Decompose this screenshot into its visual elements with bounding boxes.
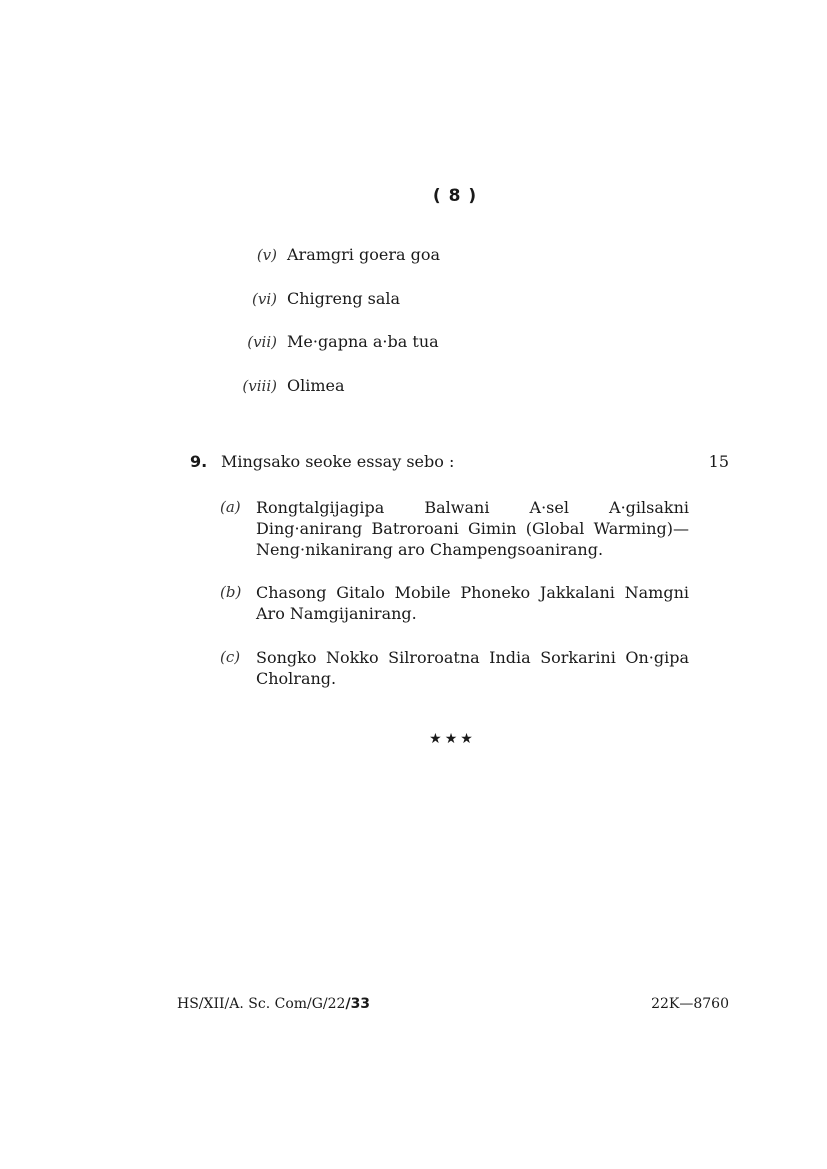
item-text: Chigreng sala [287, 289, 401, 308]
option-text [256, 582, 689, 624]
option-line: Songko Nokko Silroroatna India Sorkarini On·gipa [256, 648, 689, 667]
item-number: (vi) [252, 290, 277, 308]
option-line: Aro Namgijanirang. [256, 604, 417, 623]
serial-number: 22K—8760 [651, 996, 729, 1012]
option-line: Rongtalgijagipa Balwani A·sel A·gilsakni [256, 498, 689, 517]
item-number: (viii) [242, 377, 277, 395]
item-text: Aramgri goera goa [287, 245, 441, 264]
option-line: Neng·nikanirang aro Champengsoanirang. [256, 540, 604, 559]
paper-code-suffix: /33 [345, 996, 371, 1012]
option-label: (a) [220, 498, 241, 516]
option-label: (c) [220, 648, 241, 666]
option-line: Ding·anirang Batroroani Gimin (Global Warming)— [256, 519, 689, 538]
list-item [0, 331, 827, 353]
item-text: Me·gapna a·ba tua [287, 332, 439, 351]
item-number: (v) [256, 246, 277, 264]
paper-code-prefix: HS/XII/A. Sc. Com/G/22 [177, 996, 346, 1012]
question-text: Mingsako seoke essay sebo : [221, 452, 455, 471]
item-text: Olimea [287, 376, 345, 395]
option-text [256, 497, 689, 560]
option-text [256, 647, 689, 689]
option-label: (b) [220, 583, 242, 601]
question-number: 9. [190, 452, 208, 471]
option-line: Chasong Gitalo Mobile Phoneko Jakkalani Namgni [256, 583, 689, 602]
list-item [0, 375, 827, 397]
question-marks: 15 [708, 452, 729, 471]
list-item [0, 244, 827, 266]
paper-code [177, 996, 370, 1012]
list-item [0, 288, 827, 310]
end-marker: ★★★ [429, 731, 476, 747]
question-9 [0, 451, 827, 473]
option-line: Cholrang. [256, 669, 337, 688]
page-number: ( 8 ) [432, 186, 478, 206]
item-number: (vii) [247, 333, 277, 351]
